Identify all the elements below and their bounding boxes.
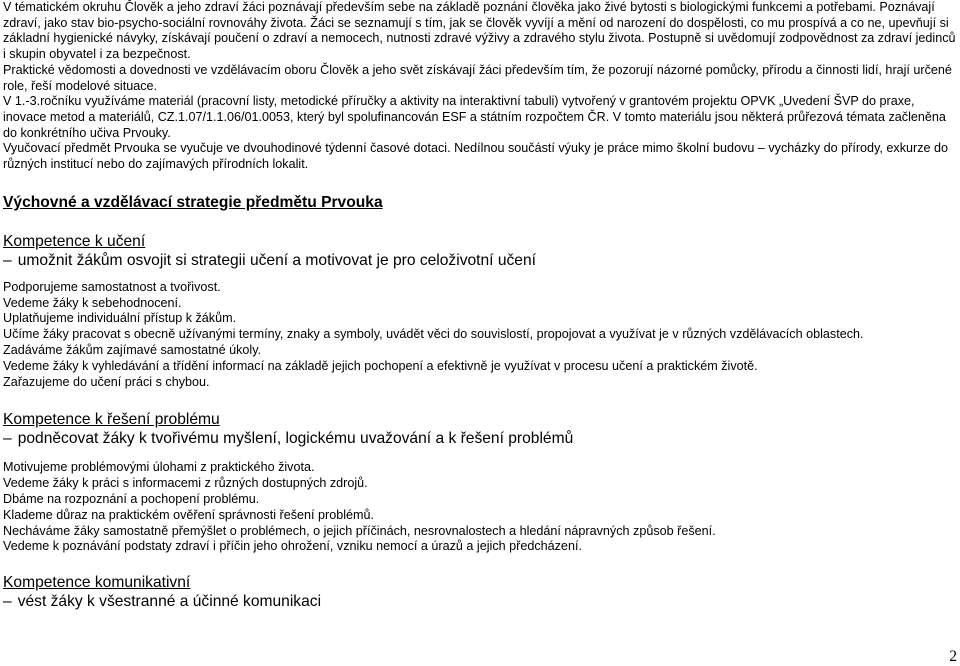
intro-paragraph: V tématickém okruhu Člověk a jeho zdraví žáci poznávají především sebe na základě poznání člověka jako živé bytosti s biologickými funkcemi a potřebami. Poznávají zdraví, jako stav bio-psycho-sociální rovnováhy života. Žáci se seznamují s tím, jak se člověk vyvíjí a mění od narození do dospělosti, co mu prospívá a co ne, upevňují si základní hygienické návyky, získávají poučení o zdraví a nemocech, nutnosti zdravé výživy a zdravého stylu života. Postupně si uvědomují zodpovědnost za zdraví jedinců i skupin obyvatel i za bezpečnost. (3, 0, 956, 62)
competence-line: Vedeme k poznávání podstaty zdraví i příčin jeho ohrožení, vzniku nemocí a úrazů a jejich předcházení. (3, 539, 582, 554)
competence-line: Motivujeme problémovými úlohami z praktického života. (3, 460, 315, 475)
competence-heading: Kompetence k učení (3, 232, 146, 250)
competence-line: Vedeme žáky k sebehodnocení. (3, 295, 182, 310)
dash-marker: – (3, 593, 12, 611)
competence-goal-text: podněcovat žáky k tvořivému myšlení, logickému uvažování a k řešení problémů (17, 430, 574, 448)
competence-communicative (3, 573, 957, 611)
competence-line: Vedeme žáky k vyhledávání a třídění informací na základě jejich pochopení a efektivně je využívat v procesu učení a praktickém životě. (3, 358, 758, 373)
competence-goal-text: vést žáky k všestranné a účinné komunikaci (17, 593, 322, 611)
competence-line: Zadáváme žákům zajímavé samostatné úkoly. (3, 342, 262, 357)
competence-problem-solving (3, 410, 957, 555)
competence-line: Dbáme na rozpoznání a pochopení problému. (3, 491, 260, 506)
competence-line: Klademe důraz na praktickém ověření správnosti řešení problémů. (3, 507, 374, 522)
competence-goal (3, 429, 957, 448)
competence-heading: Kompetence k řešení problému (3, 411, 220, 429)
section-title: Výchovné a vzdělávací strategie předmětu Prvouka (3, 193, 383, 211)
competence-line: Podporujeme samostatnost a tvořivost. (3, 279, 221, 294)
competence-line: Zařazujeme do učení práci s chybou. (3, 374, 210, 389)
intro-paragraph: Praktické vědomosti a dovednosti ve vzdělávacím oboru Člověk a jeho svět získávají žáci především tím, že pozorují názorné pomůcky, přírodu a činnosti lidí, hrají určené role, řeší modelové situace. (3, 62, 952, 93)
competence-learning (3, 232, 957, 391)
dash-marker: – (3, 430, 12, 448)
competence-goal-text: umožnit žákům osvojit si strategii učení a motivovat je pro celoživotní učení (17, 251, 536, 269)
dash-marker: – (3, 251, 12, 269)
intro-text (3, 0, 957, 173)
competence-line: Necháváme žáky samostatně přemýšlet o problémech, o jejich příčinách, nesrovnalostech a hledání nápravných způsob řešení. (3, 523, 716, 538)
competence-line: Uplatňujeme individuální přístup k žákům. (3, 311, 237, 326)
page-number: 2 (949, 648, 957, 665)
competence-goal (3, 251, 957, 270)
competence-line: Vedeme žáky k práci s informacemi z různých dostupných zdrojů. (3, 476, 368, 491)
document-page (3, 0, 957, 611)
competence-line: Učíme žáky pracovat s obecně užívanými termíny, znaky a symboly, uvádět věci do souvislostí, propojovat a využívat je v různých vzdělávacích oblastech. (3, 327, 864, 342)
intro-paragraph: V 1.-3.ročníku využíváme materiál (pracovní listy, metodické příručky a aktivity na interaktivní tabuli) vytvořený v grantovém projektu OPVK „Uvedení ŠVP do praxe, inovace metod a materiálů, CZ.1.07/1.1.06/01.0053, který byl spolufinancován ESF a státním rozpočtem ČR. V tomto materiálu jsou některá průřezová témata začleněna do konkrétního učiva Prvouky. (3, 94, 946, 140)
competence-lines (3, 460, 957, 555)
intro-paragraph: Vyučovací předmět Prvouka se vyučuje ve dvouhodinové týdenní časové dotaci. Nedílnou součástí výuky je práce mimo školní budovu – vycházky do přírody, exkurze do různých institucí nebo do zajímavých přírodních lokalit. (3, 141, 949, 172)
competence-heading: Kompetence komunikativní (3, 574, 191, 592)
competence-lines (3, 280, 957, 391)
competence-goal (3, 592, 957, 611)
